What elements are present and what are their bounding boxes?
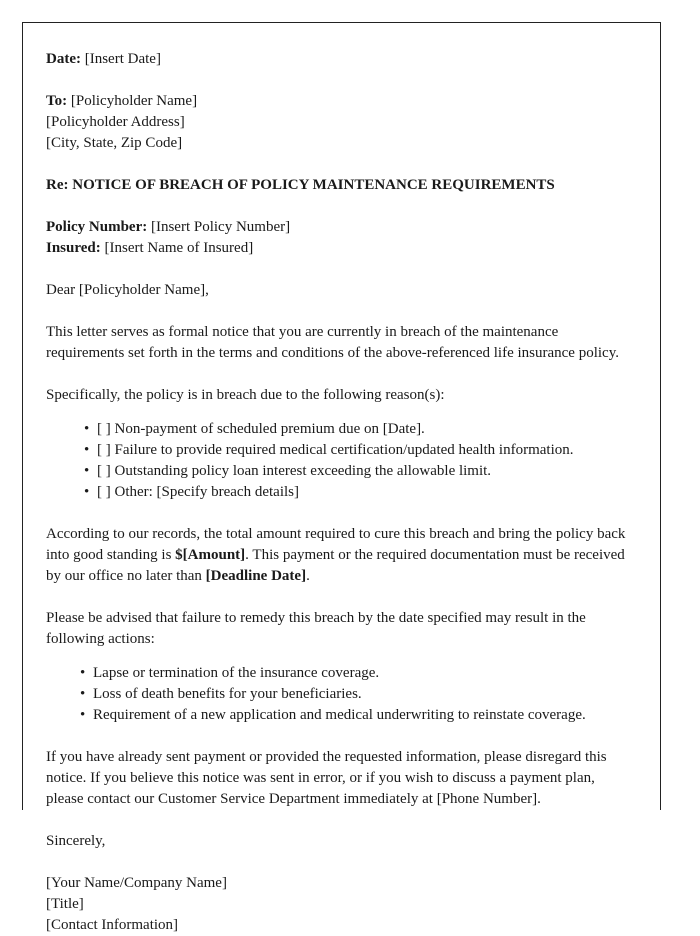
cure-text-part-1: According to our records, the total amount required to cure this breach and bring the policy back into good standing is	[46, 526, 626, 563]
list-item	[80, 705, 636, 726]
letter-page	[22, 22, 661, 933]
cure-deadline-value: [Deadline Date]	[205, 568, 307, 584]
list-item	[80, 663, 636, 684]
recipient-name: [Policyholder Name]	[70, 93, 198, 109]
letter-body	[23, 23, 660, 936]
list-item[interactable]	[84, 461, 636, 482]
spacer-after-recipient	[46, 154, 636, 175]
spacer-after-subject	[46, 196, 636, 217]
breach-reason-item: [ ] Outstanding policy loan interest exceeding the allowable limit.	[97, 463, 492, 479]
signature-name: [Your Name/Company Name]	[46, 875, 227, 891]
signature-contact: [Contact Information]	[46, 917, 179, 933]
breach-reason-item: [ ] Other: [Specify breach details]	[97, 484, 299, 500]
consequence-item: Lapse or termination of the insurance coverage.	[93, 665, 380, 681]
date-value: [Insert Date]	[84, 51, 161, 67]
recipient-address: [Policyholder Address]	[46, 114, 185, 130]
policy-number-value: [Insert Policy Number]	[150, 219, 291, 235]
paragraph-reasons-intro: Specifically, the policy is in breach due to the following reason(s):	[46, 387, 445, 403]
insured-line	[46, 238, 636, 259]
list-item[interactable]	[84, 419, 636, 440]
subject-heading: Re: NOTICE OF BREACH OF POLICY MAINTENANCE REQUIREMENTS	[46, 177, 555, 193]
date-line	[46, 49, 636, 70]
insured-value: [Insert Name of Insured]	[104, 240, 254, 256]
consequences-list	[46, 663, 636, 726]
paragraph-consequences-intro: Please be advised that failure to remedy this breach by the date specified may result in the following actions:	[46, 610, 586, 647]
paragraph-cure-amount	[46, 524, 636, 587]
spacer-after-reasons-list	[46, 503, 636, 524]
spacer-after-paragraph-1	[46, 364, 636, 385]
list-item[interactable]	[84, 440, 636, 461]
spacer-after-cure	[46, 587, 636, 608]
consequence-item: Loss of death benefits for your beneficiaries.	[93, 686, 362, 702]
spacer-after-salutation	[46, 301, 636, 322]
breach-reasons-list	[46, 419, 636, 503]
recipient-name-line	[46, 91, 636, 112]
policy-number-line	[46, 217, 636, 238]
spacer-after-policy	[46, 259, 636, 280]
recipient-city-state-zip: [City, State, Zip Code]	[46, 135, 183, 151]
paragraph-notice: This letter serves as formal notice that you are currently in breach of the maintenance requirements set forth in the terms and conditions of the above-referenced life insurance policy.	[46, 324, 619, 361]
spacer-after-consequences-list	[46, 726, 636, 747]
cure-text-part-2: . This payment or the required documentation must be received by our office no later than	[46, 547, 625, 584]
insured-label: Insured:	[46, 240, 101, 256]
salutation: Dear [Policyholder Name],	[46, 282, 209, 298]
paragraph-disregard: If you have already sent payment or provided the requested information, please disregard this notice. If you believe this notice was sent in error, or if you wish to discuss a payment plan, please contact our Customer Service Department immediately at [Phone Number].	[46, 749, 607, 807]
cure-amount-value: $[Amount]	[175, 547, 246, 563]
list-item[interactable]	[84, 482, 636, 503]
spacer-after-closing	[46, 852, 636, 873]
spacer-before-reasons-list	[46, 406, 636, 419]
policy-number-label: Policy Number:	[46, 219, 148, 235]
date-label: Date:	[46, 51, 81, 67]
spacer-before-consequences-list	[46, 650, 636, 663]
spacer-after-paragraph-4	[46, 810, 636, 831]
signature-title: [Title]	[46, 896, 84, 912]
breach-reason-item: [ ] Failure to provide required medical certification/updated health information.	[97, 442, 574, 458]
consequence-item: Requirement of a new application and medical underwriting to reinstate coverage.	[93, 707, 586, 723]
list-item	[80, 684, 636, 705]
cure-text-part-3: .	[306, 568, 310, 584]
spacer-after-date	[46, 70, 636, 91]
closing-salutation: Sincerely,	[46, 833, 106, 849]
breach-reason-item: [ ] Non-payment of scheduled premium due on [Date].	[97, 421, 425, 437]
to-label: To:	[46, 93, 68, 109]
